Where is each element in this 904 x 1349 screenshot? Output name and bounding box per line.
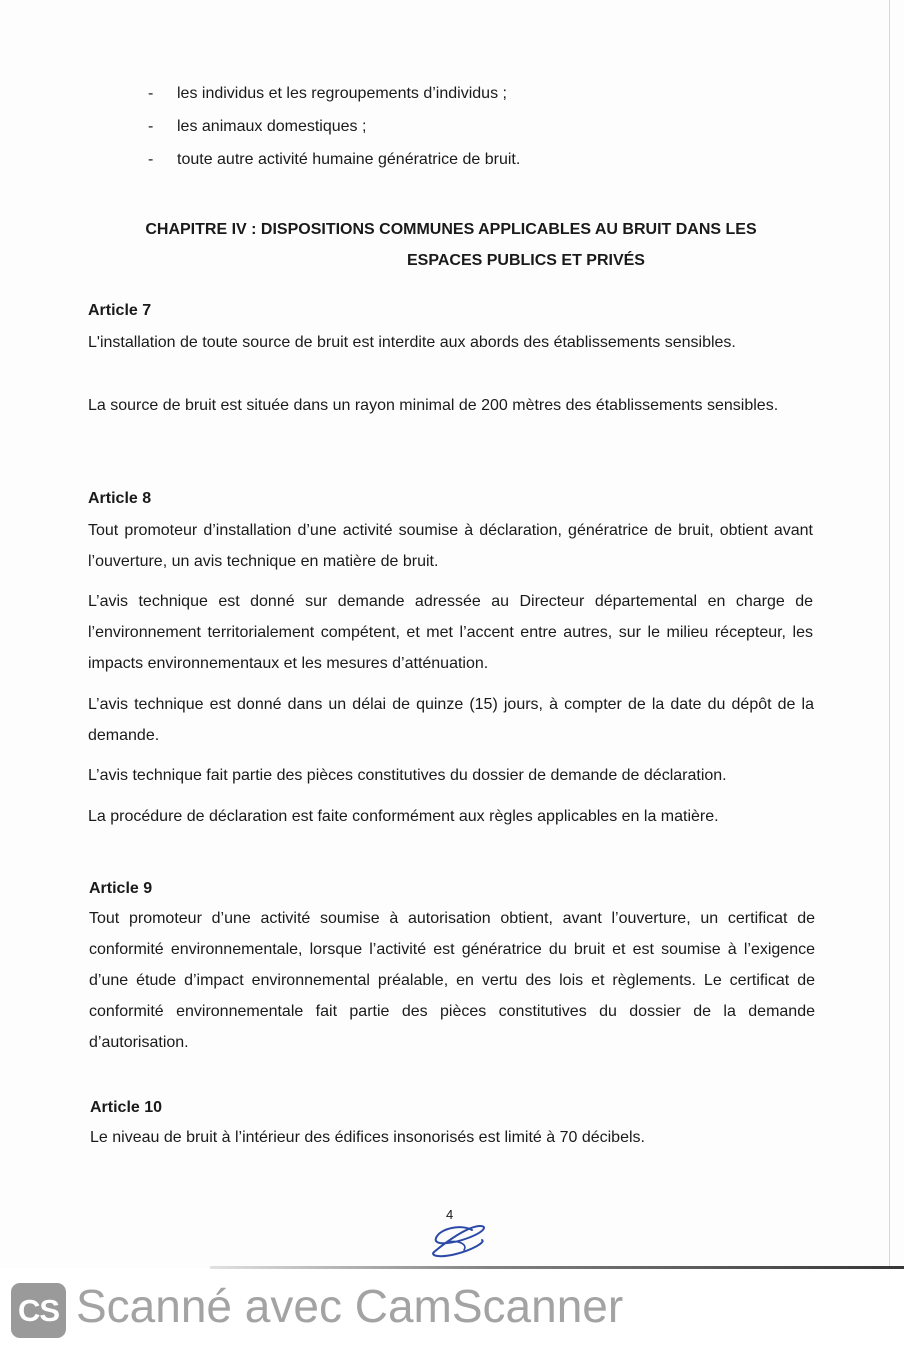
article-8-title: Article 8 [88, 490, 152, 507]
list-item [148, 117, 520, 137]
article-8-paragraph-4: L’avis technique fait partie des pièces constitutives du dossier de demande de déclaration. [88, 767, 727, 784]
article-8-paragraph-2: L’avis technique est donné sur demande adressée au Directeur départemental en charge de l’environnement territorialement compétent, et met l’accent entre autres, sur le milieu récepteur, les impacts environnementaux et les mesures d’atténuation. [88, 593, 813, 672]
bullet-text: les individus et les regroupements d’individus ; [177, 85, 507, 102]
chapter-heading [96, 214, 806, 276]
article-9-title: Article 9 [89, 880, 153, 897]
article-10-title: Article 10 [90, 1099, 163, 1116]
bullet-text: les animaux domestiques ; [177, 118, 367, 135]
article-10-paragraph-1: Le niveau de bruit à l’intérieur des édifices insonorisés est limité à 70 décibels. [90, 1129, 645, 1146]
camscanner-watermark-text: Scanné avec CamScanner [76, 1280, 624, 1332]
list-item [148, 150, 520, 170]
bullet-marker: - [148, 118, 154, 135]
chapter-heading-line1: CHAPITRE IV : DISPOSITIONS COMMUNES APPLICABLES AU BRUIT DANS LES [145, 221, 757, 238]
camscanner-logo-icon: CS [11, 1283, 66, 1338]
list-item [148, 84, 520, 104]
bullet-marker: - [148, 151, 154, 168]
page-number: 4 [446, 1207, 454, 1222]
page-edge [889, 0, 890, 1268]
signature-icon [428, 1222, 492, 1262]
article-8-paragraph-5: La procédure de déclaration est faite conformément aux règles applicables en la matière. [88, 808, 719, 825]
bullet-text: toute autre activité humaine génératrice de bruit. [177, 151, 521, 168]
article-8-paragraph-3: L’avis technique est donné dans un délai de quinze (15) jours, à compter de la date du dépôt de la demande. [88, 696, 814, 744]
bullet-marker: - [148, 85, 154, 102]
chapter-heading-line2: ESPACES PUBLICS ET PRIVÉS [407, 252, 645, 269]
article-7-paragraph-1: L'installation de toute source de bruit est interdite aux abords des établissements sensibles. [88, 334, 736, 351]
article-9-paragraph-1: Tout promoteur d’une activité soumise à autorisation obtient, avant l’ouverture, un certificat de conformité environnementale, lorsque l’activité est génératrice du bruit et est soumise à l’exigence d’une étude d’impact environnemental préalable, en vertu des lois et règlements. Le certificat de conformité environnementale fait partie des pièces constitutives du dossier de la demande d’autorisation. [89, 910, 815, 1051]
article-8-paragraph-1: Tout promoteur d’installation d’une activité soumise à déclaration, génératrice de bruit, obtient avant l’ouverture, un avis technique en matière de bruit. [88, 522, 813, 570]
scan-edge-line [210, 1266, 904, 1269]
article-7-title: Article 7 [88, 302, 152, 319]
article-7-paragraph-2: La source de bruit est située dans un rayon minimal de 200 mètres des établissements sensibles. [88, 397, 779, 414]
bullet-list [148, 84, 520, 183]
